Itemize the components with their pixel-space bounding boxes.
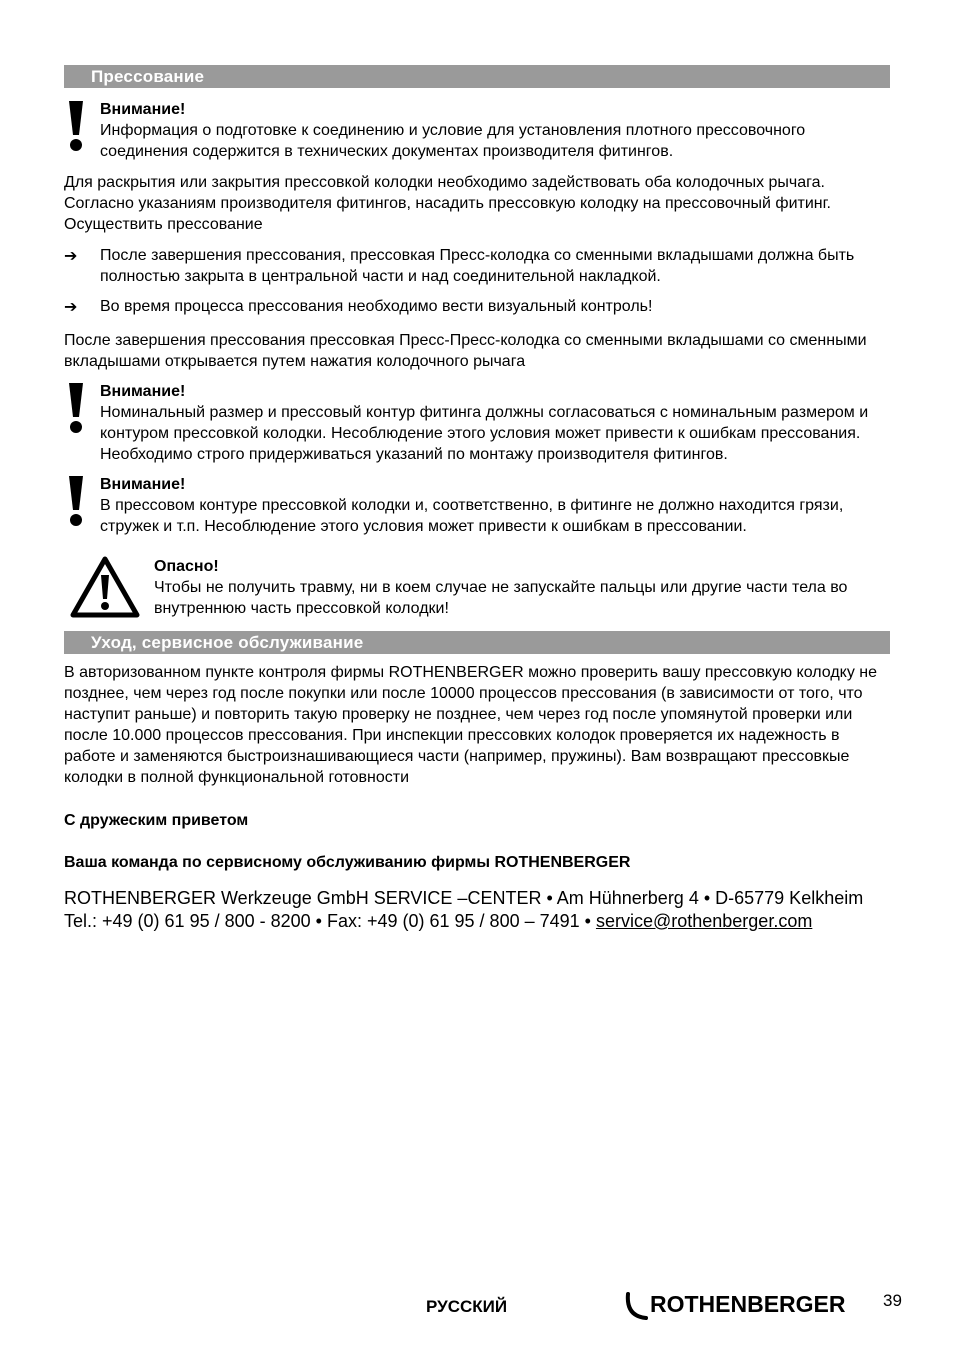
warning-triangle-icon [70, 556, 140, 618]
email-link[interactable]: service@rothenberger.com [595, 911, 813, 931]
arrow-right-icon: ➔ [64, 246, 78, 265]
rothenberger-logo [624, 1288, 854, 1324]
list-item-text: Во время процесса прессования необходимо вести визуальный контроль! [100, 298, 653, 315]
greeting: С дружеским приветом [64, 812, 249, 829]
service-team: Ваша команда по сервисному обслуживанию фирмы ROTHENBERGER [64, 854, 631, 871]
contact-phone-fax: Tel.: +49 (0) 61 95 / 800 - 8200 • Fax: +49 (0) 61 95 / 800 – 7491 • [64, 911, 596, 931]
warning-title: Внимание! [100, 476, 186, 493]
exclamation-icon [68, 476, 84, 526]
danger-notice [64, 556, 890, 620]
list-item [64, 296, 890, 317]
paragraph-maintenance: В авторизованном пункте контроля фирмы ROTHENBERGER можно проверить вашу прессовкую колодку не позднее, чем через год после покупки или после 10000 процессов прессования (в зависимости от того, что наступит раньше) и повторить такую проверку не позднее, чем через год после упомянутой проверки или после 10.000 процессов прессования. При инспекции прессовких колодок проверяется их надежность в работе и заменяются быстроизнашивающиеся части (например, пружины). Вам возвращают прессовкые колодки в полной функциональной готовности [64, 664, 878, 786]
danger-text: Чтобы не получить травму, ни в коем случае не запускайте пальцы или другие части тела во внутреннюю часть прессовкой колодки! [154, 579, 848, 617]
logo-text: ROTHENBERGER [650, 1291, 846, 1317]
warning-notice-3 [64, 474, 890, 537]
list-item [64, 245, 890, 287]
footer-language: РУССКИЙ [426, 1297, 508, 1316]
contact-phone-line [64, 910, 890, 933]
section-heading-pressing: Прессование [64, 65, 890, 88]
warning-title: Внимание! [100, 101, 186, 118]
page-content [64, 65, 890, 933]
section-heading-maintenance: Уход, сервисное обслуживание [64, 631, 890, 654]
warning-text: Номинальный размер и прессовый контур фитинга должны согласоваться с номинальным размером и контуром прессовкой колодки. Несоблюдение этого условия может привести к ошибкам прессования. Необходимо строго придерживаться указаний по монтажу производителя фитингов. [100, 404, 869, 463]
warning-notice-1 [64, 99, 890, 162]
warning-text: Информация о подготовке к соединению и условие для установления плотного прессовочного соединения содержится в технических документах производителя фитингов. [100, 122, 806, 160]
list-item-text: После завершения прессования, прессовкая Пресс-колодка со сменными вкладышами должна быть полностью закрыта в центральной части и над соединительной накладкой. [100, 247, 855, 285]
warning-text: В прессовом контуре прессовкой колодки и, соответственно, в фитинге не должно находится грязи, стружек и т.п. Несоблюдение этого условия может привести к ошибкам в прессовании. [100, 497, 844, 535]
exclamation-icon [68, 383, 84, 433]
arrow-right-icon: ➔ [64, 297, 78, 316]
contact-block [64, 887, 890, 933]
warning-title: Внимание! [100, 383, 186, 400]
page-number: 39 [883, 1291, 902, 1310]
paragraph-after-pressing: После завершения прессования прессовкая Пресс-Пресс-колодка со сменными вкладышами со сменными вкладышами открывается путем нажатия колодочного рычага [64, 332, 867, 370]
contact-address: ROTHENBERGER Werkzeuge GmbH SERVICE –CENTER • Am Hühnerberg 4 • D-65779 Kelkheim [64, 888, 864, 908]
danger-title: Опасно! [154, 558, 219, 575]
paragraph-press-instructions: Для раскрытия или закрытия прессовкой колодки необходимо задействовать оба колодочных рычага. Согласно указаниям производителя фитингов, насадить прессовкую колодку на прессовочный фитинг. Осуществить прессование [64, 174, 831, 233]
warning-notice-2 [64, 381, 890, 465]
exclamation-icon [68, 101, 84, 151]
